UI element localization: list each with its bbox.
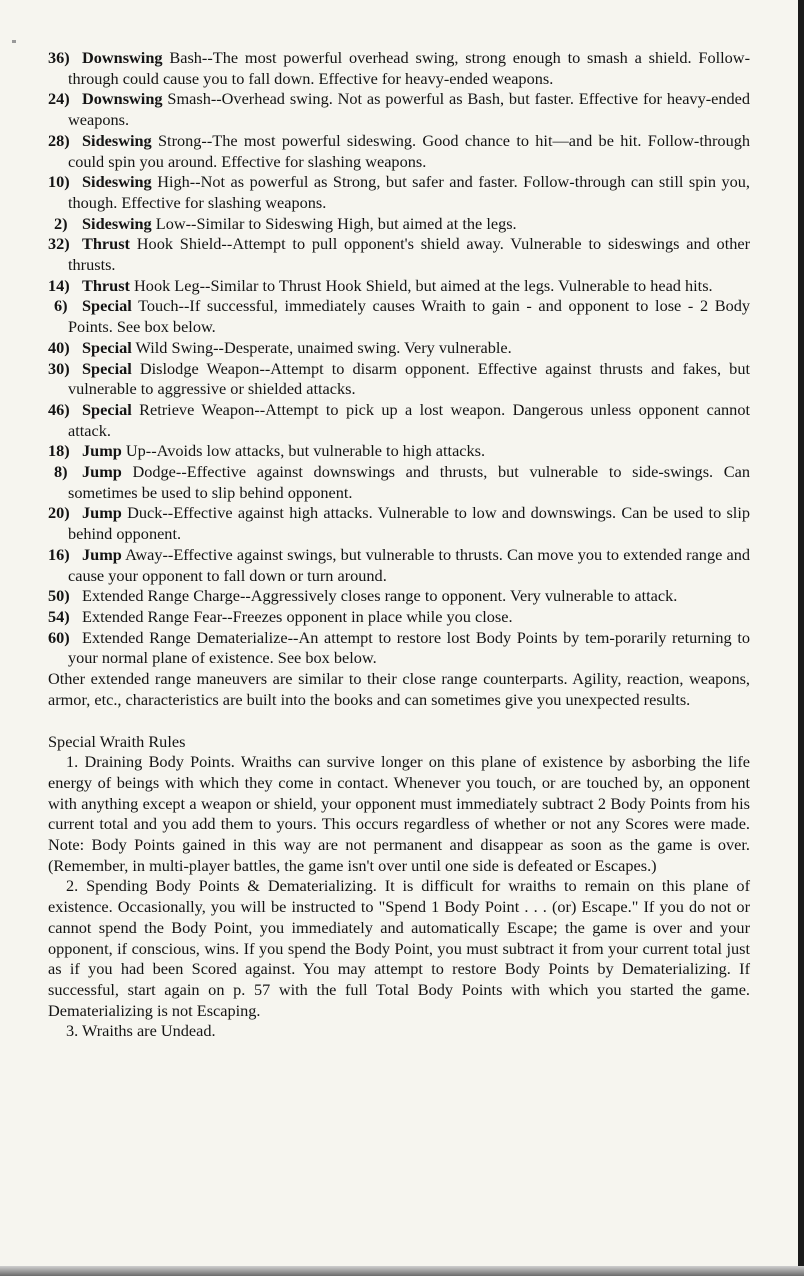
rulebook-page	[48, 48, 750, 1042]
maneuver-description: Low--Similar to Sideswing High, but aimed at the legs.	[155, 213, 517, 233]
maneuver-description: Smash--Overhead swing. Not as powerful as Bash, but faster. Effective for heavy-ended weapons.	[68, 89, 751, 130]
maneuver-keyword: Special	[82, 337, 132, 357]
maneuver-keyword: Jump	[82, 441, 122, 461]
maneuver-entry	[48, 48, 750, 89]
maneuver-keyword: Thrust	[82, 275, 130, 295]
maneuver-description: Extended Range Dematerialize--An attempt to restore lost Body Points by tem-porarily returning to your normal plane of existence. See box below.	[68, 627, 750, 668]
maneuver-description: Touch--If successful, immediately causes Wraith to gain - and opponent to lose - 2 Body Points. See box below.	[68, 296, 750, 337]
maneuver-number: 24)	[48, 89, 70, 109]
scan-speck	[12, 40, 16, 43]
maneuver-entry	[48, 359, 750, 400]
maneuver-number: 28)	[48, 130, 70, 150]
maneuver-number: 30)	[48, 358, 70, 378]
maneuver-number: 6)	[54, 296, 68, 316]
maneuver-entry	[48, 131, 750, 172]
maneuver-number: 60)	[48, 627, 70, 647]
maneuver-entry	[48, 628, 750, 669]
scan-bottom-edge	[0, 1266, 804, 1276]
maneuver-number: 50)	[48, 586, 70, 606]
maneuver-entry	[48, 441, 750, 462]
maneuver-keyword: Special	[82, 358, 132, 378]
maneuver-list	[48, 48, 750, 669]
maneuver-keyword: Jump	[82, 544, 122, 564]
maneuver-entry	[48, 89, 750, 130]
rule-draining-body-points: 1. Draining Body Points. Wraiths can survive longer on this plane of existence by asborbing the life energy of beings with which they come in contact. Whenever you touch, or are touched by, an opponent with anything except a weapon or shield, your opponent must immediately subtract 2 Body Points from his current total and you add them to yours. This occurs regardless of whether or not any Scores were made. Note: Body Points gained in this way are not permanent and disappear as soon as the game is over. (Remember, in multi-player battles, the game isn't over until one side is defeated or Escapes.)	[48, 752, 750, 875]
maneuver-description: Dodge--Effective against downswings and thrusts, but vulnerable to side-swings. Can sometimes be used to slip behind opponent.	[68, 462, 750, 502]
maneuver-entry	[48, 462, 750, 503]
maneuver-entry	[48, 296, 750, 337]
maneuver-description: Wild Swing--Desperate, unaimed swing. Very vulnerable.	[135, 337, 512, 357]
maneuver-number: 32)	[48, 234, 70, 254]
section-heading: Special Wraith Rules	[48, 731, 186, 751]
maneuver-description: Duck--Effective against high attacks. Vulnerable to low and downswings. Can be used to slip behind opponent.	[68, 503, 750, 544]
maneuver-description: Hook Leg--Similar to Thrust Hook Shield, but aimed at the legs. Vulnerable to head hits.	[134, 275, 713, 295]
maneuver-description: Retrieve Weapon--Attempt to pick up a lost weapon. Dangerous unless opponent cannot attack.	[68, 399, 750, 440]
maneuver-number: 8)	[54, 462, 68, 482]
maneuver-number: 14)	[48, 275, 70, 295]
maneuver-number: 20)	[48, 503, 70, 523]
maneuver-description: Up--Avoids low attacks, but vulnerable to high attacks.	[125, 441, 486, 461]
maneuver-keyword: Sideswing	[82, 130, 152, 150]
maneuver-keyword: Downswing	[82, 48, 163, 67]
maneuver-entry	[48, 607, 750, 628]
maneuver-keyword: Sideswing	[82, 213, 152, 233]
maneuver-description: Extended Range Charge--Aggressively closes range to opponent. Very vulnerable to attack.	[82, 586, 678, 606]
scan-right-edge	[798, 0, 804, 1276]
maneuver-description: Strong--The most powerful sideswing. Good chance to hit—and be hit. Follow-through could spin you around. Effective for slashing weapons.	[68, 130, 750, 171]
maneuver-keyword: Downswing	[82, 89, 163, 109]
maneuver-description: Hook Shield--Attempt to pull opponent's shield away. Vulnerable to sideswings and other thrusts.	[68, 234, 751, 275]
maneuver-entry	[48, 172, 750, 213]
maneuver-entry	[48, 400, 750, 441]
maneuver-keyword: Thrust	[82, 234, 130, 254]
maneuver-keyword: Sideswing	[82, 172, 152, 192]
maneuver-number: 18)	[48, 441, 70, 461]
maneuver-entry	[48, 276, 750, 297]
maneuver-number: 16)	[48, 544, 70, 564]
maneuver-description: Away--Effective against swings, but vulnerable to thrusts. Can move you to extended range and cause your opponent to fall down or turn around.	[68, 544, 750, 585]
maneuver-description: High--Not as powerful as Strong, but safer and faster. Follow-through can still spin you, though. Effective for slashing weapons.	[68, 172, 750, 212]
maneuver-entry	[48, 234, 750, 275]
maneuver-entry	[48, 214, 750, 235]
maneuver-keyword: Special	[82, 399, 132, 419]
maneuver-number: 46)	[48, 399, 70, 419]
rule-spending-body-points: 2. Spending Body Points & Dematerializing. It is difficult for wraiths to remain on this plane of existence. Occasionally, you will be instructed to "Spend 1 Body Point . . . (or) Escape." If you do not or cannot spend the Body Point, you immediately and automatically Escape; the game is over and your opponent, if conscious, wins. If you spend the Body Point, you must subtract it from your current total just as if you had been Scored against. You may attempt to restore Body Points by Dematerializing. If successful, start again on p. 57 with the full Total Body Points with which you started the game. Dematerializing is not Escaping.	[48, 876, 750, 1020]
maneuver-number: 54)	[48, 606, 70, 626]
maneuver-entry	[48, 338, 750, 359]
maneuver-number: 2)	[54, 213, 68, 233]
extended-range-note: Other extended range maneuvers are similar to their close range counterparts. Agility, reaction, weapons, armor, etc., characteristics are built into the books and can sometimes give you unexpected results.	[48, 669, 750, 709]
maneuver-keyword: Jump	[82, 503, 122, 523]
maneuver-number: 40)	[48, 337, 70, 357]
maneuver-description: Dislodge Weapon--Attempt to disarm opponent. Effective against thrusts and fakes, but vulnerable to aggressive or shielded attacks.	[68, 358, 750, 399]
maneuver-number: 10)	[48, 172, 70, 192]
maneuver-keyword: Special	[82, 296, 132, 316]
maneuver-keyword: Jump	[82, 462, 122, 482]
maneuver-entry	[48, 503, 750, 544]
maneuver-description: Extended Range Fear--Freezes opponent in place while you close.	[82, 606, 513, 626]
maneuver-entry	[48, 586, 750, 607]
maneuver-number: 36)	[48, 48, 70, 67]
maneuver-description: Bash--The most powerful overhead swing, strong enough to smash a shield. Follow-through could cause you to fall down. Effective for heavy-ended weapons.	[68, 48, 750, 88]
rule-wraiths-undead: 3. Wraiths are Undead.	[66, 1021, 216, 1041]
maneuver-entry	[48, 545, 750, 586]
